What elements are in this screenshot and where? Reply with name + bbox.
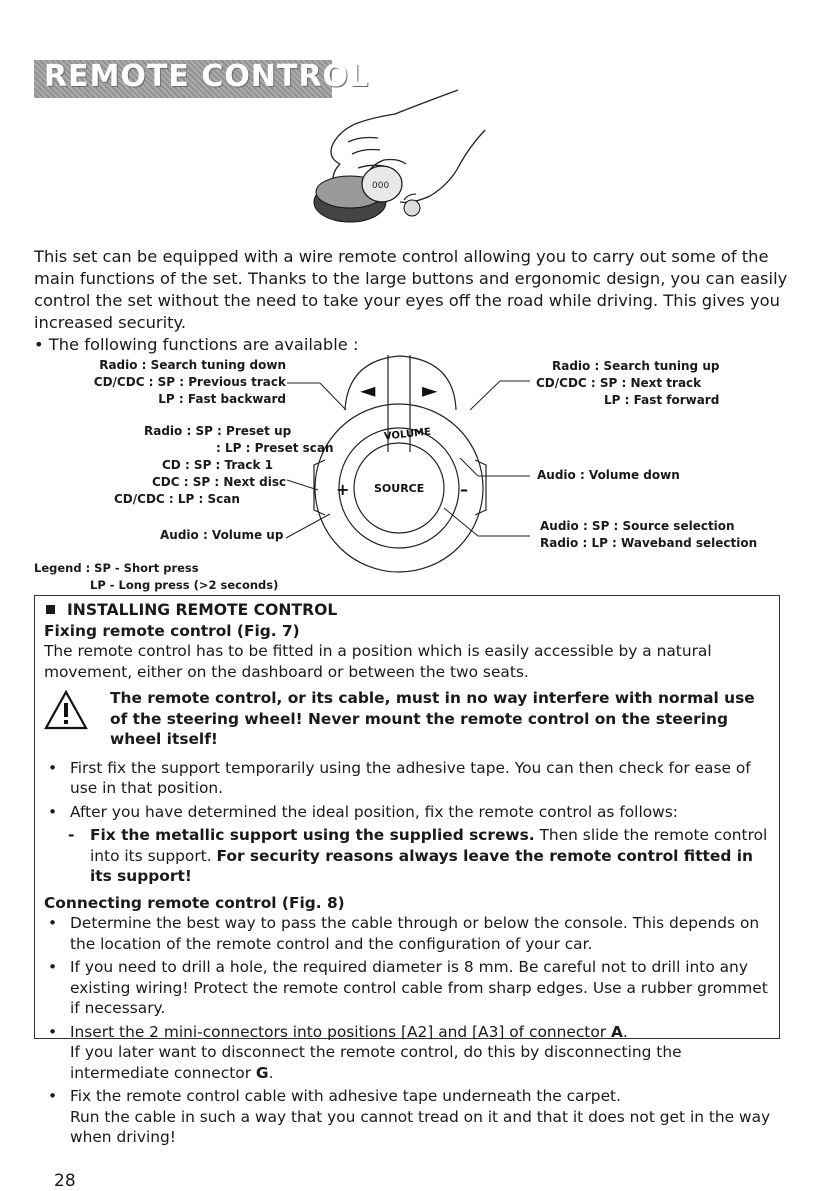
dash-bold-text-2: For security reasons always leave the remote control fitted in its support! (90, 846, 753, 885)
list-item (44, 1086, 772, 1148)
label-line: CD/CDC : SP : Next track (536, 376, 702, 390)
punct: . (622, 1022, 628, 1041)
dash-bold-text: Fix the metallic support using the supplied screws. (90, 826, 535, 844)
warning-block (44, 688, 772, 750)
list-item-text: First fix the support temporarily using the adhesive tape. You can then check for ease of use in that position. (70, 758, 751, 797)
volume-label: VOLUME (383, 426, 432, 443)
installation-heading (44, 600, 772, 621)
list-item (44, 957, 772, 1019)
bullet-marker: • (34, 335, 44, 354)
legend-line: Legend : SP - Short press (34, 561, 199, 575)
bullet-marker: • (48, 1087, 58, 1105)
bullet-marker: • (48, 958, 58, 976)
dash-text: Then slide the remote control into its support. (90, 826, 768, 865)
installation-content (44, 600, 772, 1151)
page-number: 28 (54, 1171, 76, 1191)
source-label: SOURCE (374, 482, 425, 495)
bullet-marker: • (48, 1022, 58, 1041)
list-item-text: Determine the best way to pass the cable through or below the console. This depends on the location of the remote control and the configuration of your car. (70, 914, 760, 953)
list-item-cont: Run the cable in such a way that you cannot tread on it and that it does not get in the way when driving! (70, 1107, 771, 1146)
minus-button: – (460, 480, 468, 499)
punct: . (268, 1063, 274, 1082)
label-line: CD/CDC : SP : Previous track (93, 375, 286, 389)
label-line: Radio : SP : Preset up (144, 424, 292, 438)
plus-button: + (336, 480, 350, 499)
connector-letter: G (255, 1063, 269, 1082)
page-title: REMOTE CONTROL (44, 59, 370, 94)
legend (34, 560, 278, 594)
list-item-text: After you have determined the ideal position, fix the remote control as follows: (70, 802, 678, 821)
label-line: LP : Fast forward (604, 393, 720, 407)
list-item (44, 1022, 772, 1084)
dash-item (44, 825, 772, 887)
bullet-marker: • (48, 758, 58, 777)
list-item (44, 913, 772, 954)
installation-heading-text: INSTALLING REMOTE CONTROL (67, 601, 338, 619)
label-line: : LP : Preset scan (216, 441, 334, 455)
legend-line: LP - Long press (>2 seconds) (90, 578, 279, 592)
fixing-heading: Fixing remote control (Fig. 7) (44, 621, 300, 640)
warning-triangle-icon (44, 690, 88, 730)
next-button: ► (422, 378, 438, 402)
prev-button: ◄ (360, 378, 376, 402)
connector-letter: A (610, 1022, 623, 1041)
warning-text: The remote control, or its cable, must in no way interfere with normal use of the steering wheel! Never mount the remote control on the steering wheel itself! (110, 689, 755, 748)
label-right-source (540, 518, 757, 552)
square-bullet-icon (46, 605, 55, 614)
label-line: CDC : SP : Next disc (152, 475, 287, 489)
list-item-cont: If you later want to disconnect the remote control, do this by disconnecting the intermediate connector (70, 1043, 682, 1082)
connecting-heading: Connecting remote control (Fig. 8) (44, 893, 345, 912)
label-line: Radio : Search tuning down (99, 358, 286, 372)
label-line: Radio : Search tuning up (552, 359, 720, 373)
label-left-preset (114, 423, 334, 508)
label-right-volume-down: Audio : Volume down (537, 468, 680, 482)
label-right-seek (536, 358, 736, 409)
label-line: CD/CDC : LP : Scan (114, 492, 240, 506)
fixing-paragraph: The remote control has to be fitted in a position which is easily accessible by a natural movement, either on the dashboard or between the two seats. (44, 642, 712, 681)
svg-text:000: 000 (372, 181, 390, 191)
list-item-text: Fix the remote control cable with adhesive tape underneath the carpet. (70, 1087, 621, 1105)
dash-marker: - (68, 826, 75, 844)
list-item-text: Insert the 2 mini-connectors into positions [A2] and [A3] of connector (70, 1022, 611, 1041)
label-left-seek (80, 357, 286, 408)
label-line: CD : SP : Track 1 (162, 458, 274, 472)
list-item (44, 758, 772, 799)
intro-bullet-text: The following functions are available : (48, 335, 359, 354)
connecting-steps (44, 913, 772, 1148)
bullet-marker: • (48, 802, 58, 821)
label-line: Radio : LP : Waveband selection (540, 536, 758, 550)
label-line: LP : Fast backward (158, 392, 286, 406)
bullet-marker: • (48, 914, 58, 932)
list-item-text: If you need to drill a hole, the required diameter is 8 mm. Be careful not to drill into any existing wiring! Protect the remote control cable from sharp edges. Use a rubber grommet if necessary. (70, 958, 768, 1017)
intro-paragraph: This set can be equipped with a wire remote control allowing you to carry out some of the main functions of the set. Thanks to the large buttons and ergonomic design, you can easily control the set without the need to take your eyes off the road while driving. This gives you increased security. (34, 247, 788, 332)
list-item (44, 802, 772, 823)
label-left-volume-up: Audio : Volume up (160, 528, 284, 542)
label-line: Audio : SP : Source selection (540, 519, 735, 533)
fixing-steps (44, 758, 772, 823)
